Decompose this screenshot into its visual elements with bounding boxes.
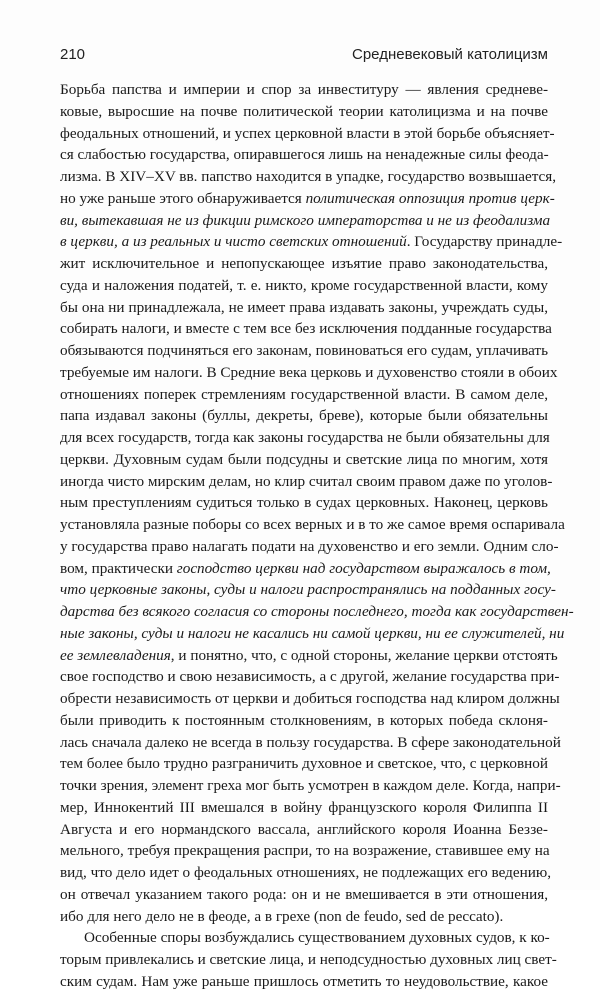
text-run: мельного, требуя прекращения распри, то на возражение, ставившее ему на: [60, 842, 550, 860]
text-line: [60, 819, 548, 841]
italic-text-run: что церковные законы, суды и налоги распространялись на подданных госу-: [60, 581, 556, 599]
text-line: [60, 710, 548, 732]
text-run: ибо для него дело не в феоде, а в грехе (non de feudo, sed de peccato).: [60, 907, 504, 925]
text-line: [60, 188, 555, 210]
text-line: [60, 840, 548, 862]
text-run: Борьба папства и империи и спор за инвеституру — явления средневе-: [60, 81, 548, 98]
text-line: [60, 492, 548, 514]
text-run: папа издавал законы (буллы, декреты, бреве), которые были обязательны: [60, 407, 548, 425]
text-run: иногда чисто мирским делам, но клир считал своим правом даже по уголов-: [60, 472, 553, 490]
text-run: тем более было трудно разграничить духовное и светское, что, с церковной: [60, 755, 548, 773]
page-header: [60, 46, 548, 70]
text-line: [60, 623, 565, 645]
text-run: жит исключительное и непопускающее изъятие право законодательства,: [60, 255, 548, 272]
text-run: ным преступлениям судиться только в судах церковных. Наконец, церковь: [60, 494, 548, 512]
text-line: [60, 210, 551, 232]
text-line: [60, 536, 559, 558]
text-run: установляла разные поборы со всех верных и в то же самое время оспаривала: [60, 516, 565, 533]
text-run: вом, практически: [60, 559, 177, 577]
text-line: [60, 862, 552, 884]
text-line: [60, 732, 561, 754]
text-run: ским судам. Нам уже раньше пришлось отметить то неудовольствие, какое: [60, 972, 548, 990]
text-line: [60, 558, 551, 580]
text-run: Особенные споры возбуждались существованием духовных судов, к ко-: [84, 929, 550, 947]
text-run: вид, что дело идет о феодальных отношениях, не подлежащих его ведению,: [60, 864, 552, 881]
text-run: точки зрения, элемент греха мог быть усмотрен в каждом деле. Когда, напри-: [60, 777, 561, 794]
text-line: [60, 775, 561, 797]
text-line: [60, 405, 548, 427]
text-run: требуемые им налоги. В Средние века церковь и духовенство стояли в обоих: [60, 363, 558, 381]
text-line: [60, 253, 548, 275]
italic-text-run: политическая оппозиция против церк-: [305, 189, 555, 207]
text-run: , и понятно, что, с одной стороны, желание церкви отстоять: [170, 646, 558, 664]
text-run: собирать налоги, и вместе с тем все без исключения подданные государства: [60, 320, 552, 338]
text-run: бы она ни принадлежала, не имеет права издавать законы, учреждать суды,: [60, 298, 548, 316]
text-run: Августа и его нормандского вассала, английского короля Иоанна Беззе-: [60, 820, 548, 838]
text-run: . Государству принадле-: [406, 233, 563, 251]
text-run: отношениях поперек стремлениям государственной власти. В самом деле,: [60, 385, 548, 403]
text-run: торым привлекались и светские лица, и неподсудностью духовных лиц свет-: [60, 951, 557, 968]
text-line: [60, 275, 548, 297]
text-line: [60, 79, 548, 101]
italic-text-run: дарства без всякого согласия со стороны последнего, тогда как государствен-: [60, 603, 574, 620]
text-run: обрести независимость от церкви и добиться господства над клиром должны: [60, 690, 560, 707]
text-run: ковые, выросшие на почве политической теории католицизма и на почве: [60, 102, 548, 120]
text-run: ся слабостью государства, опиравшегося лишь на ненадежные силы феода-: [60, 146, 549, 164]
text-line: [60, 971, 548, 993]
text-run: церкви. Духовным судам были подсудны и светские лица по многим, хотя: [60, 450, 548, 468]
text-line: [60, 949, 557, 971]
text-line: [60, 471, 553, 493]
text-line: [60, 318, 552, 340]
text-line: [60, 427, 548, 449]
italic-text-run: в церкви, а из реальных и чисто светских отношений: [60, 233, 407, 251]
text-line: [60, 362, 558, 384]
body-text: [60, 79, 574, 993]
text-run: лась сначала далеко не всегда в пользу государства. В сфере законодательной: [60, 733, 561, 751]
text-run: лизма. В XIV–XV вв. папство находится в упадке, государство возвышается,: [60, 168, 557, 185]
text-line: [60, 144, 548, 166]
italic-text-run: господство церкви над государством выражалось в том,: [176, 559, 551, 577]
running-title: Средневековый католицизм: [352, 46, 548, 63]
text-run: но уже раньше этого обнаруживается: [60, 189, 306, 207]
page-number: 210: [60, 46, 86, 63]
text-line: [60, 927, 548, 949]
italic-text-run: ее землевладения: [60, 646, 171, 664]
text-line: [60, 384, 548, 406]
text-line: [60, 601, 574, 623]
text-line: [60, 753, 548, 775]
text-line: [60, 101, 548, 123]
text-line: [60, 449, 548, 471]
text-line: [60, 166, 557, 188]
text-run: обязываются подчиняться его законам, повиноваться его судам, уплачивать: [60, 342, 548, 359]
text-run: суда и наложения податей, т. е. никто, кроме государственной власти, кому: [60, 276, 548, 294]
text-run: мер, Иннокентий III вмешался в войну французского короля Филиппа II: [60, 798, 548, 816]
text-line: [60, 906, 548, 928]
text-line: [60, 797, 548, 819]
text-line: [60, 666, 560, 688]
text-line: [60, 645, 558, 667]
text-line: [60, 688, 560, 710]
italic-text-run: ви, вытекавшая не из фикции римского императорства и не из феодализма: [60, 211, 551, 229]
text-line: [60, 340, 548, 362]
text-line: [60, 514, 565, 536]
text-run: феодальных отношений, и успех церковной власти в этой борьбе объясняет-: [60, 124, 555, 142]
text-run: он отвечал указанием такого рода: он и не вмешивается в эти отношения,: [60, 885, 548, 903]
text-line: [60, 579, 556, 601]
text-line: [60, 231, 563, 253]
text-line: [60, 123, 555, 145]
text-line: [60, 297, 548, 319]
text-line: [60, 884, 548, 906]
text-run: у государства право налагать подати на духовенство и его земли. Одним сло-: [60, 537, 559, 555]
text-run: для всех государств, тогда как законы государства не были обязательны для: [60, 429, 550, 446]
text-run: свое господство и свою независимость, а с другой, желание государства при-: [60, 668, 560, 686]
text-run: были приводить к постоянным столкновениям, в которых победа склоня-: [60, 711, 548, 729]
italic-text-run: ные законы, суды и налоги не касались ни самой церкви, ни ее служителей, ни: [60, 624, 565, 642]
